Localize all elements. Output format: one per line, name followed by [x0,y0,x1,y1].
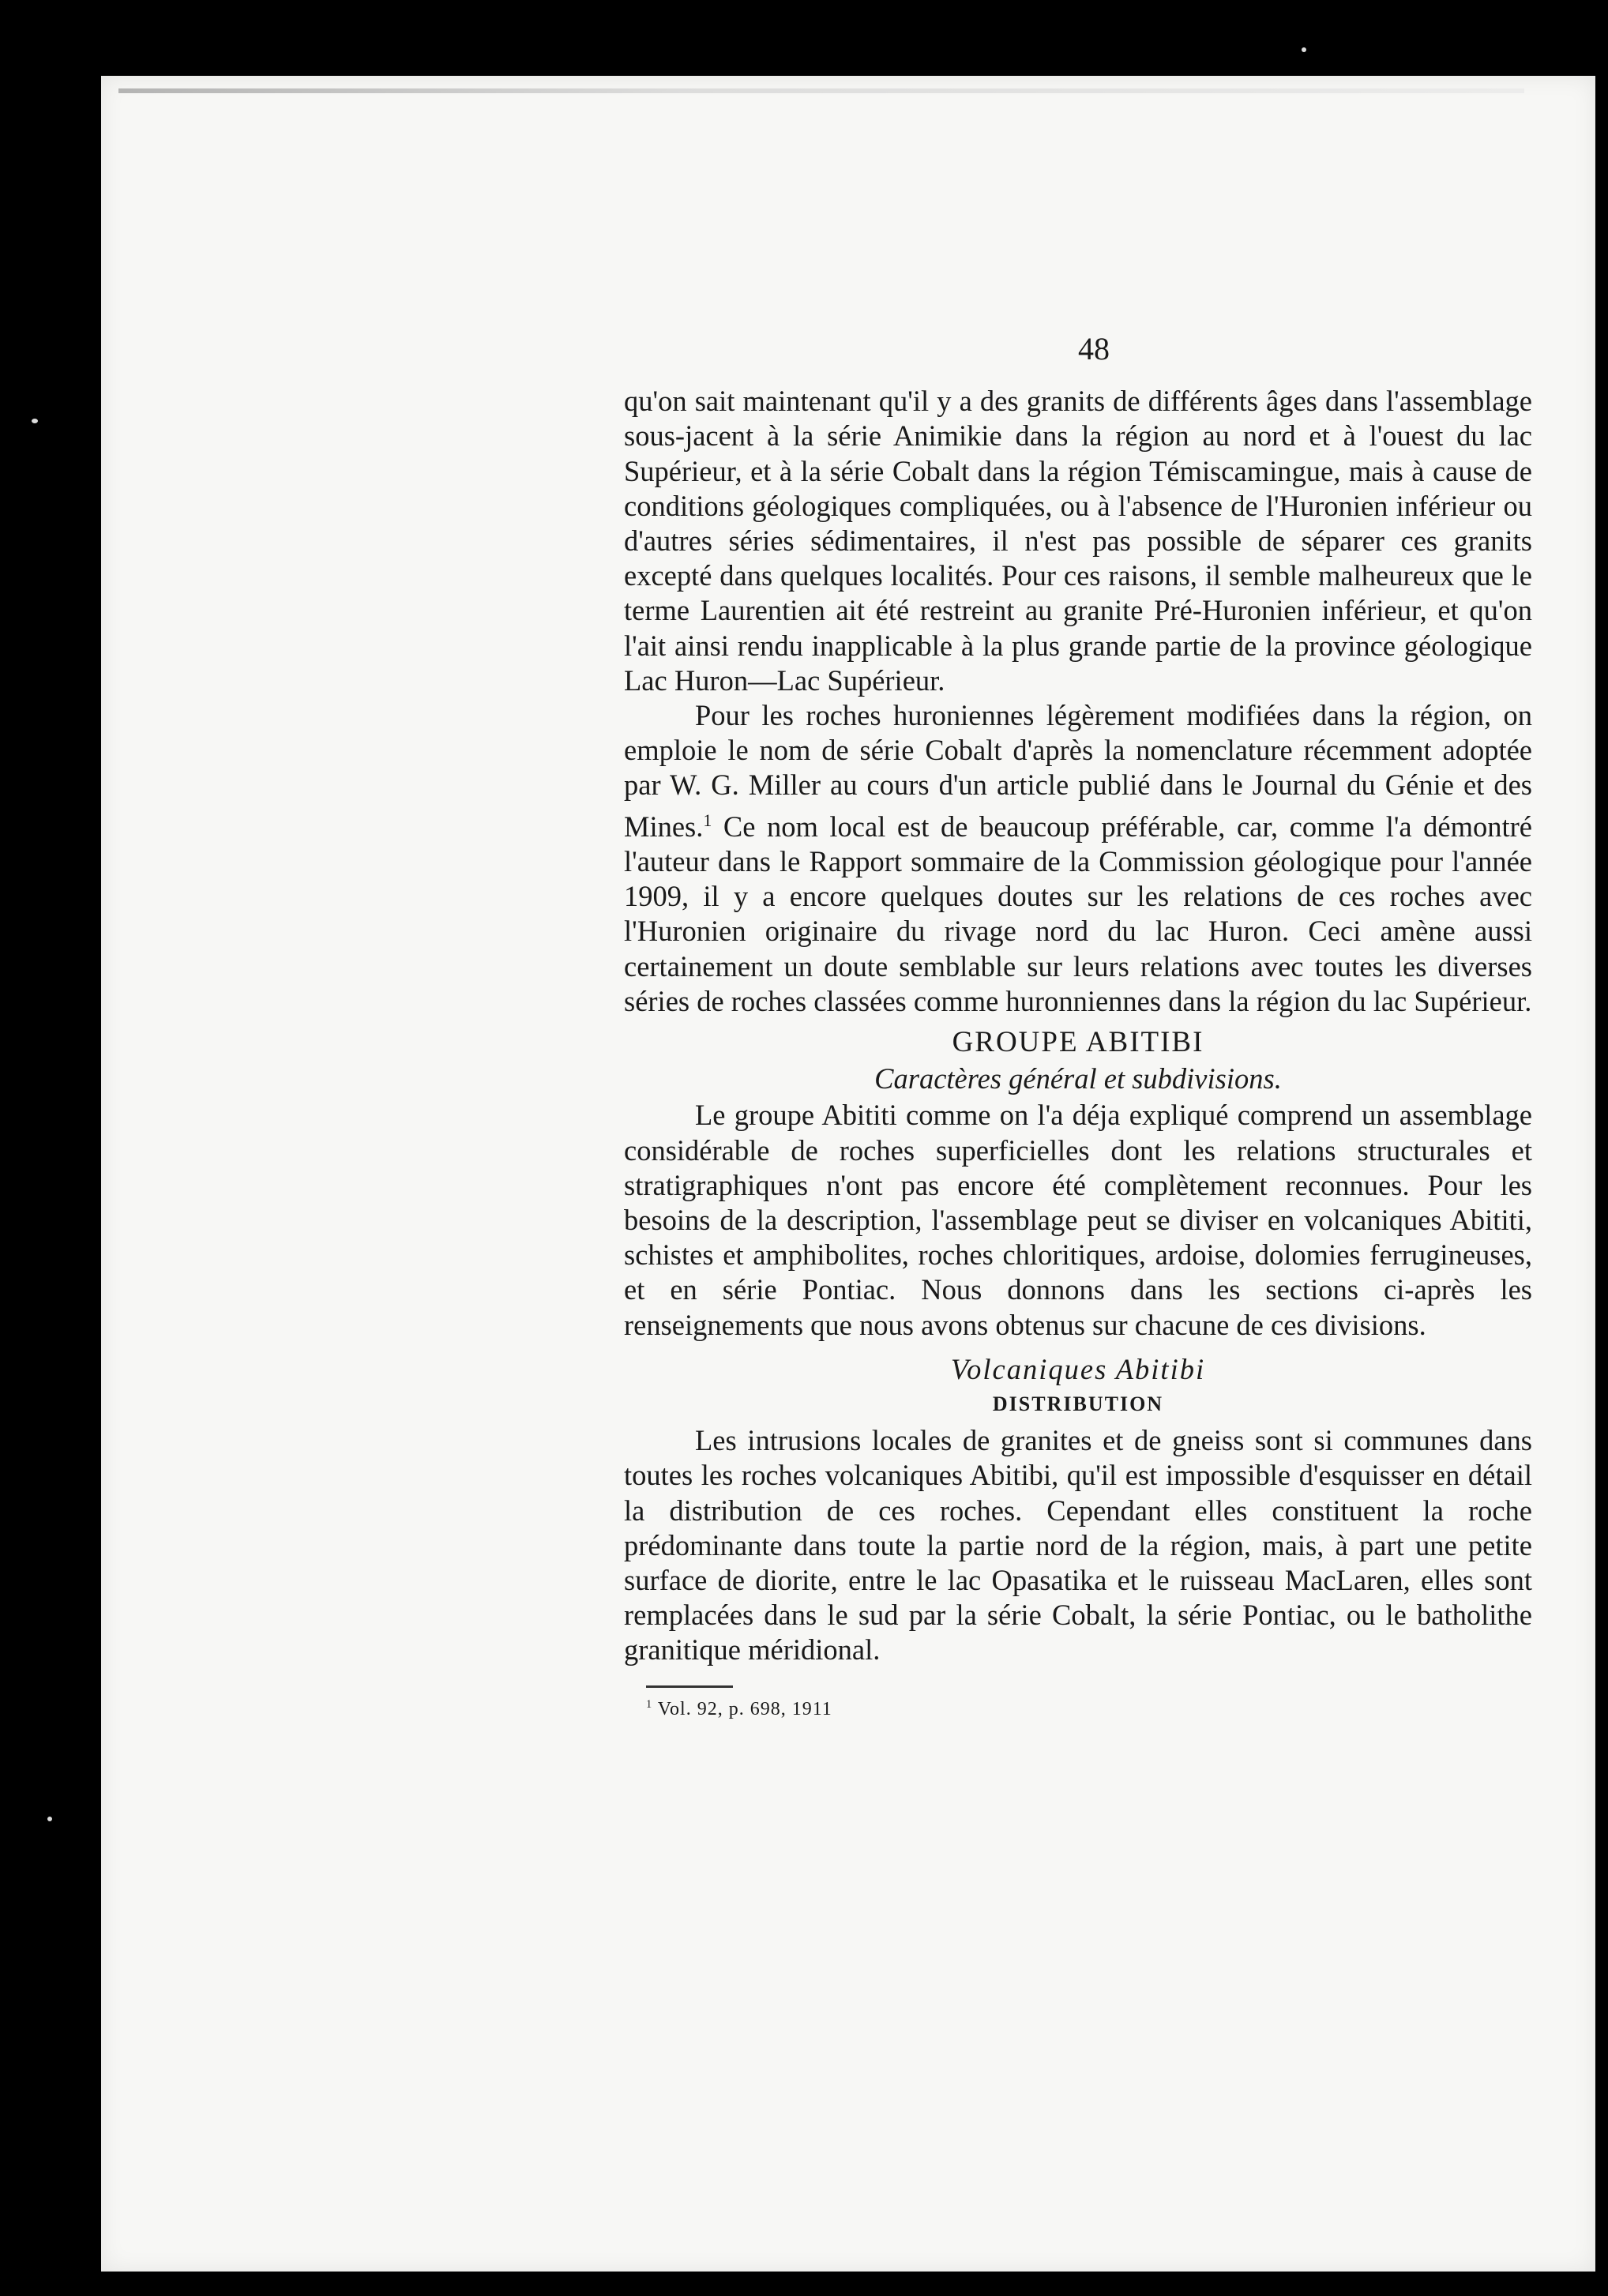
scan-speck [1302,47,1306,52]
subsection-title: Volcaniques Abitibi [950,1352,1206,1385]
paragraph-continuation: qu'on sait maintenant qu'il y a des granits de différents âges dans l'assemblage sous-jacent à la série Animikie dans la région au nord et à l'ouest du lac Supérieur, et à la série Cobalt dans la région Témiscamingue, mais à cause de conditions géologiques compliquées, ou à l'absence de l'Huronien inférieur ou d'autres séries sédimentaires, il n'est pas possible de séparer ces granits excepté dans quelques localités. Pour ces raisons, il semble malheureux que le terme Laurentien ait été restreint au granite Pré-Huronien inférieur, et qu'on l'ait ainsi rendu inapplicable à la plus grande partie de la province géologique Lac Huron—Lac Supérieur. [624,385,1532,697]
paragraph-distribution: Les intrusions locales de granites et de gneiss sont si communes dans toutes les roches volcaniques Abitibi, qu'il est impossible d'esquisser en détail la distribution de ces roches. Cependant elles constituent la roche prédominante dans toute la partie nord de la région, mais, à part une petite surface de diorite, entre le lac Opasatika et le ruisseau MacLaren, elles sont remplacées dans le sud par la série Cobalt, la série Pontiac, ou le batholithe granitique méridional. [624,1424,1532,1667]
paragraph-cobalt-series [624,698,1532,1019]
footnote-divider [646,1685,733,1688]
page-number: 48 [1078,331,1110,366]
paragraph-cobalt-series-continued: Ce nom local est de beaucoup préférable, car, comme l'a démontré l'auteur dans le Rapport sommaire de la Commission géologique pour l'année 1909, il y a encore quelques doutes sur les relations de ces roches avec l'Huronien originaire du rivage nord du lac Huron. Ceci amène aussi certainement un doute semblable sur leurs relations avec toutes les diverses séries de roches classées comme huronniennes dans la région du lac Supérieur. [624,810,1532,1017]
scan-speck [32,419,38,423]
paragraph-groupe-abitibi: Le groupe Abititi comme on l'a déja expliqué comprend un assemblage considérable de roches superficielles dont les relations structurales et stratigraphiques n'ont pas encore été complètement reconnues. Pour les besoins de la description, l'assemblage peut se diviser en volcaniques Abititi, schistes et amphibolites, roches chloritiques, ardoise, dolomies ferrugineuses, et en série Pontiac. Nous donnons dans les sections ci-après les renseignements que nous avons obtenus sur chacune de ces divisions. [624,1099,1532,1341]
footnote-reference: 1 [703,810,712,830]
section-subtitle: Caractères général et subdivisions. [874,1062,1282,1095]
section-title: GROUPE ABITIBI [952,1026,1204,1059]
scan-speck [47,1817,52,1821]
paragraph-cobalt-series-text: Pour les roches huroniennes légèrement modifiées dans la région, on emploie le nom de série Cobalt d'après la nomenclature récemment adoptée par W. G. Miller au cours d'un article publié dans le Journal du Génie et des Mines. [624,699,1532,843]
subsection-heading: DISTRIBUTION [992,1392,1164,1416]
footnote-marker: 1 [646,1697,653,1711]
page-content [624,332,1532,1721]
footnote [646,1693,1532,1721]
page-top-edge-shadow [118,88,1524,93]
footnote-text: Vol. 92, p. 698, 1911 [657,1698,832,1719]
